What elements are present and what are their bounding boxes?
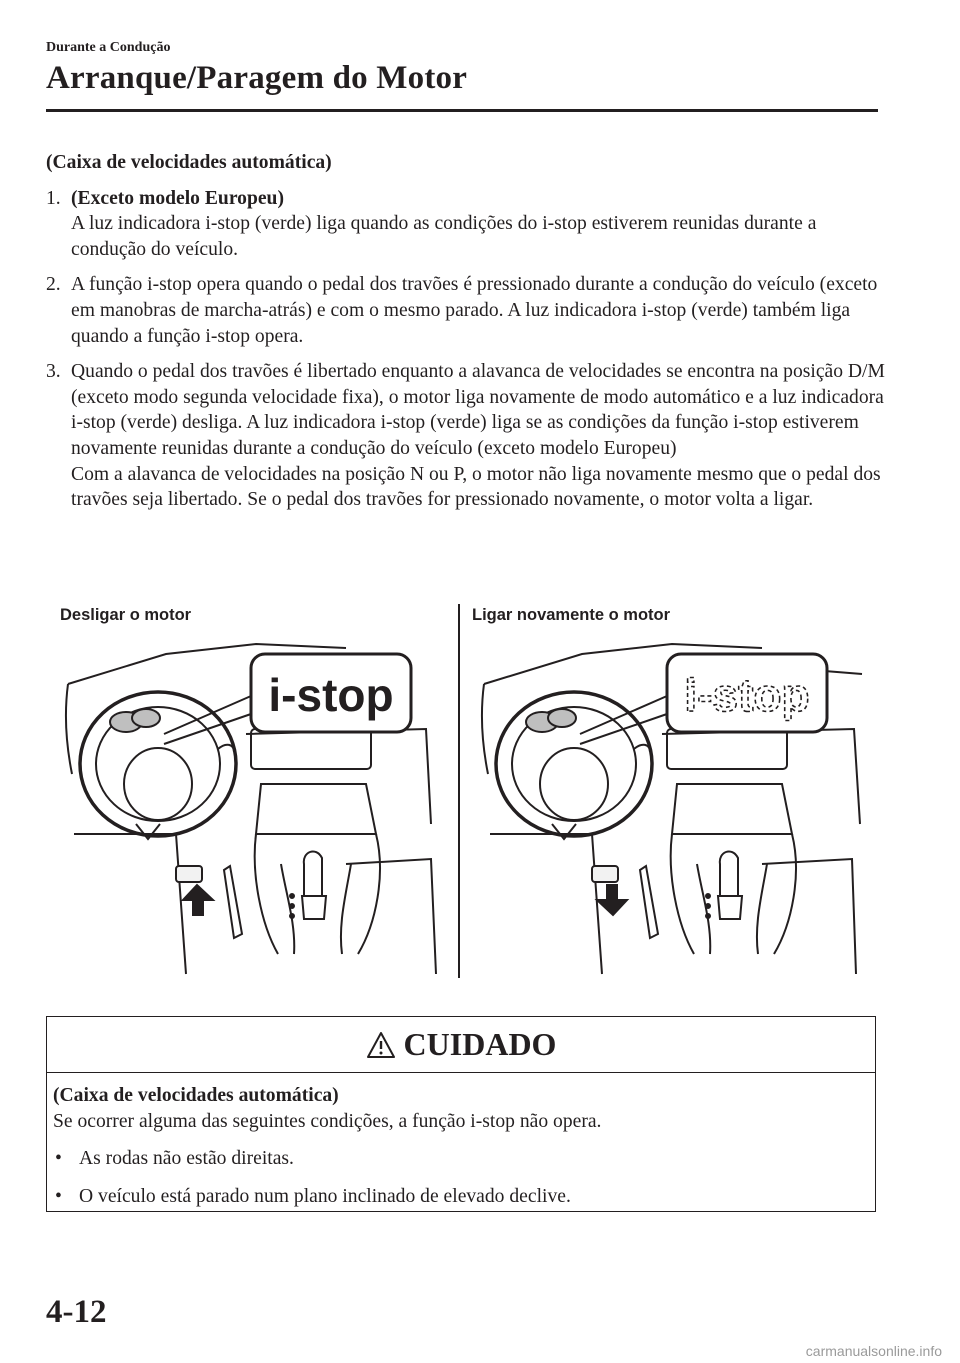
caution-bullet-text: O veículo está parado num plano inclinado de elevado declive. — [79, 1185, 571, 1207]
figure-label-right: Ligar novamente o motor — [472, 606, 671, 624]
caution-box — [46, 1016, 876, 1212]
step-text — [71, 272, 886, 349]
warning-triangle-icon — [366, 1031, 396, 1059]
figure — [46, 600, 878, 980]
section-label: Durante a Condução — [46, 40, 171, 55]
caution-title: CUIDADO — [403, 1026, 557, 1062]
engine-stop-illustration — [46, 634, 456, 980]
caution-header — [47, 1017, 875, 1072]
title-rule — [46, 109, 878, 112]
step-body-text: Quando o pedal dos travões é libertado enquanto a alavanca de velocidades se encontra na posição D/M (exceto modo segunda velocidade fixa), o motor liga novamente de modo automático e a luz indicadora i-stop (verde) desliga. A luz indicadora i-stop (verde) liga se as condições da função i-stop estiverem novamente reunidas durante a condução do veículo (exceto modelo Europeu) — [71, 361, 885, 459]
watermark: carmanualsonline.info — [805, 1343, 942, 1359]
step-body-text: A luz indicadora i-stop (verde) liga quando as condições do i-stop estiverem reunidas durante a condução do veículo. — [71, 213, 817, 260]
step-text — [71, 186, 886, 263]
step-1 — [46, 186, 886, 263]
caution-subheading: (Caixa de velocidades automática) — [53, 1085, 339, 1107]
caution-intro: Se ocorrer alguma das seguintes condições, a função i-stop não opera. — [53, 1110, 602, 1132]
figure-divider — [458, 604, 460, 978]
step-bold-text: (Exceto modelo Europeu) — [71, 187, 284, 209]
caution-bullet — [53, 1146, 875, 1172]
step-number: 2. — [46, 274, 61, 296]
body-text — [46, 150, 886, 523]
step-body-text: A função i-stop opera quando o pedal dos travões é pressionado durante a condução do veículo (exceto em manobras de marcha-atrás) e com o mesmo parado. A luz indicadora i-stop (verde) também liga quando a função i-stop opera. — [71, 274, 878, 347]
step-text — [71, 359, 886, 513]
page-title: Arranque/Paragem do Motor — [46, 60, 468, 96]
subheading: (Caixa de velocidades automática) — [46, 152, 332, 173]
figure-label-left: Desligar o motor — [60, 606, 192, 624]
step-3 — [46, 359, 886, 513]
caution-bullet — [53, 1184, 875, 1210]
page-number: 4-12 — [46, 1294, 107, 1330]
istop-indicator-text-outline: i-stop — [684, 669, 810, 721]
step-body-text-2: Com a alavanca de velocidades na posição N ou P, o motor não liga novamente mesmo que o pedal dos travões seja libertado. Se o pedal dos travões for pressionado novamente, o motor volta a ligar. — [71, 463, 881, 511]
bullet-dot-icon: • — [55, 1148, 62, 1170]
caution-body — [47, 1073, 875, 1209]
engine-restart-illustration — [462, 634, 874, 980]
bullet-dot-icon: • — [55, 1185, 62, 1207]
caution-bullet-text: As rodas não estão direitas. — [79, 1148, 294, 1170]
step-number: 1. — [46, 187, 61, 209]
istop-indicator-text: i-stop — [268, 669, 394, 721]
step-number: 3. — [46, 361, 61, 383]
step-2 — [46, 272, 886, 349]
